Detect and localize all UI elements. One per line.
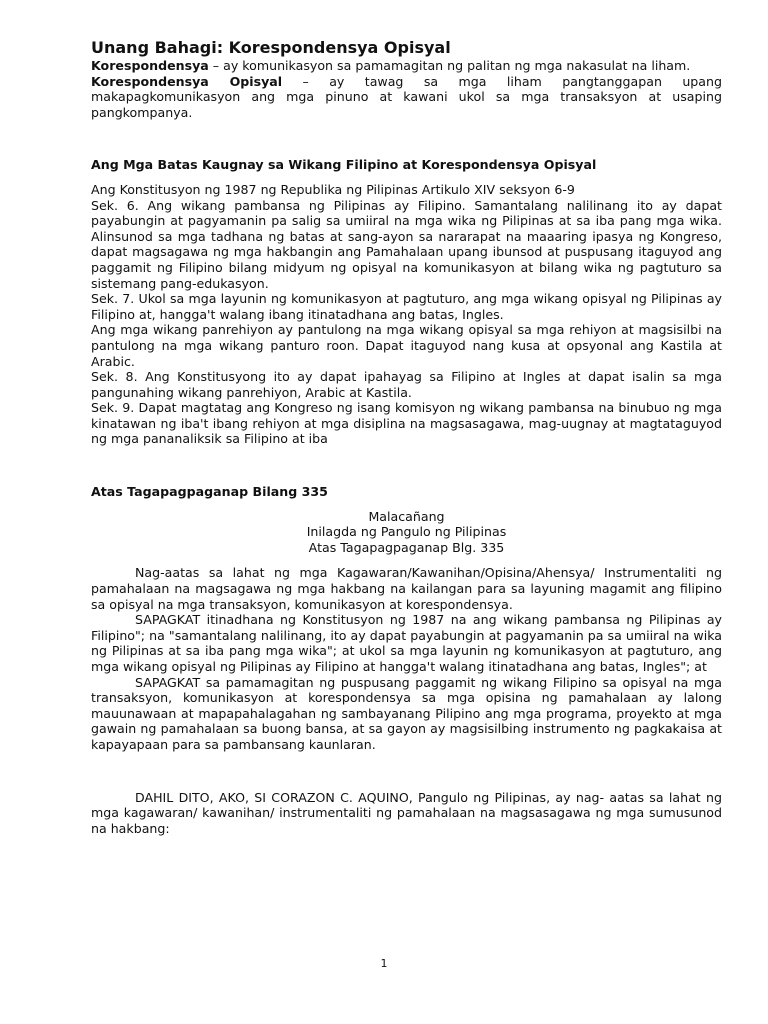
definition-korespondensya (91, 58, 722, 74)
paragraph-sapagkat-1: SAPAGKAT itinadhana ng Konstitusyon ng 1987 na ang wikang pambansa ng Pilipinas ay Filipino"; na "samantalang nalilinang, ito ay dapat payabungin at pagyamanin pa sa umiiral na wika ng Pilipinas at sa iba pang mga wika"; at ukol sa mga layunin ng komunikasyon at pagtuturo, ang mga wikang opisyal ng Pilipinas ay Filipino at hangga't walang itinatadhana ang batas, Ingles"; at (91, 612, 722, 674)
section-heading-batas: Ang Mga Batas Kaugnay sa Wikang Filipino at Korespondensya Opisyal (91, 157, 597, 173)
center-line-malacanang: Malacañang (368, 508, 445, 524)
center-line-inilagda: Inilagda ng Pangulo ng Pilipinas (306, 524, 507, 540)
page-number: 1 (380, 957, 388, 970)
paragraph-sek-8: Sek. 8. Ang Konstitusyong ito ay dapat ipahayag sa Filipino at Ingles at dapat isalin sa mga pangunahing wikang panrehiyon, Arabic at Kastila. (91, 369, 722, 400)
paragraph-sek-9: Sek. 9. Dapat magtatag ang Kongreso ng isang komisyon ng wikang pambansa na binubuo ng mga kinatawan ng iba't ibang rehiyon at mga disiplina na magsasagawa, mag-uugnay at magtataguyod ng mga pananaliksik sa Filipino at iba (91, 400, 722, 447)
definition-text: – ay komunikasyon sa pamamagitan ng palitan ng mga nakasulat na liham. (208, 58, 691, 73)
definition-text: – ay tawag sa mga liham pangtanggapan upang makapagkomunikasyon ang mga pinuno at kawani ukol sa mga transaksyon at usaping pangkompanya. (91, 73, 722, 120)
paragraph-sek-7-cont: Ang mga wikang panrehiyon ay pantulong na mga wikang opisyal sa mga rehiyon at magsisilbi na pantulong na mga wikang panturo roon. Dapat itaguyod nang kusa at opsyonal ang Kastila at Arabic. (91, 322, 722, 369)
term-korespondensya-opisyal: Korespondensya Opisyal (91, 73, 283, 89)
paragraph-konstitusyon-intro: Ang Konstitusyon ng 1987 ng Republika ng Pilipinas Artikulo XIV seksyon 6-9 (91, 181, 575, 197)
section-heading-atas: Atas Tagapagpaganap Bilang 335 (91, 484, 328, 500)
paragraph-nag-aatas: Nag-aatas sa lahat ng mga Kagawaran/Kawanihan/Opisina/Ahensya/ Instrumentaliti ng pamahalaan na magsagawa ng mga hakbang na kailangan para sa layuning magamit ang filipino sa opisyal na mga transaksyon, komunikasyon at korespondensya. (91, 565, 722, 612)
paragraph-dahil-dito: DAHIL DITO, AKO, SI CORAZON C. AQUINO, Pangulo ng Pilipinas, ay nag- aatas sa lahat ng mga kagawaran/ kawanihan/ instrumentaliti ng pamahalaan na magsasagawa ng mga sumusunod na hakbang: (91, 789, 722, 836)
paragraph-sapagkat-2: SAPAGKAT sa pamamagitan ng puspusang paggamit ng wikang Filipino sa opisyal na mga transaksyon, komunikasyon at korespondensya sa mga opisina ng pamahalaan ay lalong mauunawaan at mapapahalagahan ng sambayanang Pilipino ang mga programa, proyekto at mga gawain ng pamahalaan sa buong bansa, at sa gayon ay magsisilbing instrumento ng pagkakaisa at kapayapaan para sa pambansang kaunlaran. (91, 674, 722, 752)
document-body (91, 38, 722, 836)
term-korespondensya: Korespondensya (91, 58, 209, 73)
definition-korespondensya-opisyal (91, 74, 722, 121)
centered-header-block (91, 509, 722, 556)
center-line-atas: Atas Tagapagpaganap Blg. 335 (308, 539, 505, 555)
paragraph-sek-6: Sek. 6. Ang wikang pambansa ng Pilipinas ay Filipino. Samantalang nalilinang ito ay dapat payabungin at pagyamanin pa salig sa umiiral na mga wika ng Pilipinas at sa iba pang mga wika. Alinsunod sa mga tadhana ng batas at sang-ayon sa nararapat na maaaring ipasya ng Kongreso, dapat magsagawa ng mga hakbangin ang Pamahalaan upang ibunsod at puspusang itaguyod ang paggamit ng Filipino bilang midyum ng opisyal na komunikasyon at bilang wika ng pagtuturo sa sistemang pang-edukasyon. (91, 197, 722, 291)
paragraph-sek-7: Sek. 7. Ukol sa mga layunin ng komunikasyon at pagtuturo, ang mga wikang opisyal ng Pilipinas ay Filipino at, hangga't walang ibang itinatadhana ang batas, Ingles. (91, 291, 722, 322)
document-title: Unang Bahagi: Korespondensya Opisyal (91, 38, 451, 57)
